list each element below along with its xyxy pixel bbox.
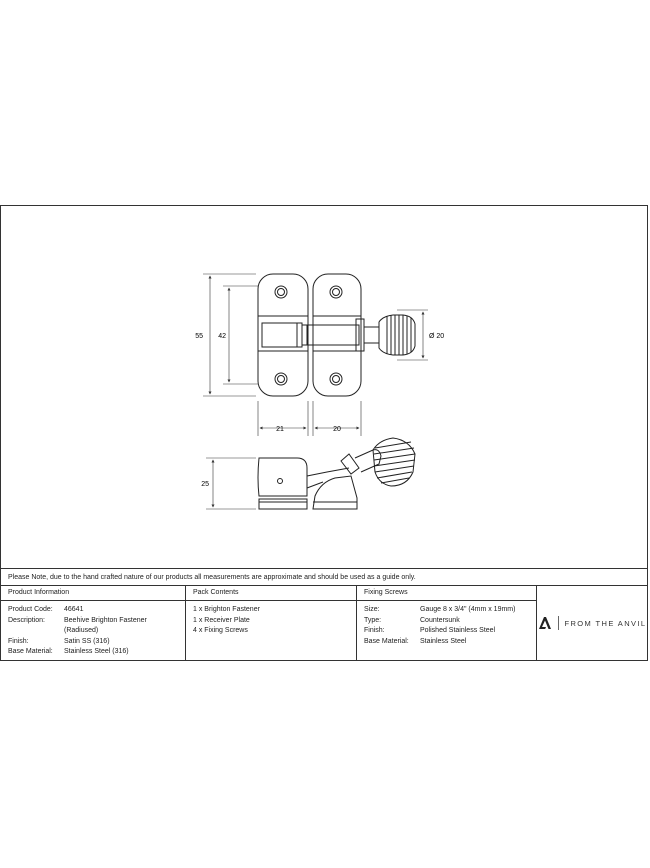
screw-row: Type: Countersunk [364, 616, 460, 624]
dim-diameter: Ø 20 [429, 333, 445, 340]
left-plate [258, 274, 308, 396]
dim-width-left: 21 [276, 426, 284, 433]
dim-height-inner: 42 [218, 333, 226, 340]
dim-width-right: 20 [333, 426, 341, 433]
brand-logo [537, 586, 647, 660]
product-row: Finish: Satin SS (316) [8, 637, 110, 645]
screw-row: Size: Gauge 8 x 3/4" (4mm x 19mm) [364, 606, 516, 613]
technical-drawing [1, 206, 649, 566]
product-row: Base Material: Stainless Steel (316) [8, 648, 129, 655]
product-info-heading: Product Information [1, 586, 185, 601]
anvil-logo-icon [538, 616, 552, 630]
pack-contents [186, 586, 357, 660]
fixing-screws [357, 586, 537, 660]
pack-item: 1 x Receiver Plate [193, 616, 250, 624]
side-dimension [206, 458, 256, 509]
pack-contents-heading: Pack Contents [186, 586, 356, 601]
right-plate [313, 274, 361, 396]
brand-separator [558, 616, 559, 630]
product-information [1, 586, 186, 660]
product-row: Product Code: 46641 [8, 606, 84, 613]
brand-name: FROM THE ANVIL [564, 618, 647, 628]
dim-height-outer: 55 [195, 333, 203, 340]
pack-item: 4 x Fixing Screws [193, 627, 248, 634]
drawing-sheet [0, 205, 648, 661]
screw-row: Base Material: Stainless Steel [364, 637, 467, 645]
product-row: (Radiused) [64, 627, 99, 634]
product-row: Description: Beehive Brighton Fastener [8, 616, 147, 624]
bolt [302, 319, 379, 351]
beehive-knob-top [379, 315, 415, 355]
pack-item: 1 x Brighton Fastener [193, 606, 260, 613]
screw-row: Finish: Polished Stainless Steel [364, 627, 496, 634]
disclaimer-note: Please Note, due to the hand crafted nature of our products all measurements are approximate and should be used as a guide only. [1, 568, 647, 586]
fixing-screws-heading: Fixing Screws [357, 586, 536, 601]
dim-side-height: 25 [201, 481, 209, 488]
info-table [1, 586, 647, 660]
side-view [258, 450, 381, 509]
